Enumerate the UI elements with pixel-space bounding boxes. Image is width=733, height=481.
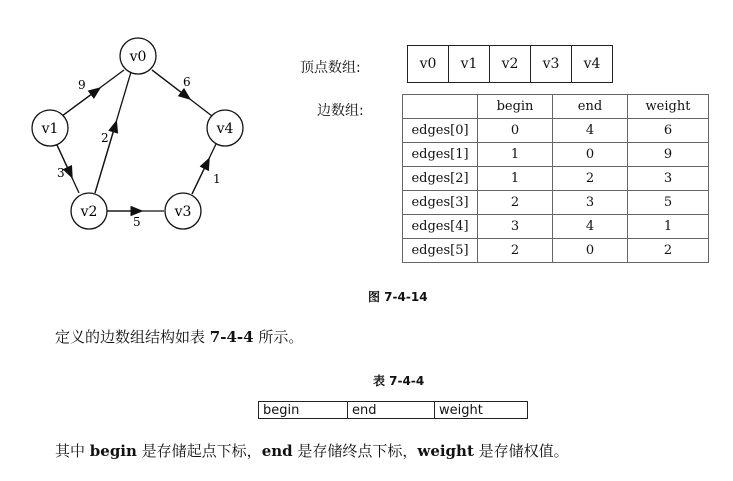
table-row [403, 167, 709, 191]
table-cell: 0 [478, 119, 553, 143]
vertex-v0 [120, 38, 156, 74]
table-row [403, 143, 709, 167]
table-cell: 4 [553, 119, 628, 143]
table-cell: 3 [478, 215, 553, 239]
edge-weight-v1-v0: 9 [78, 78, 86, 92]
edge-weight-v2-v3: 5 [133, 215, 141, 229]
vertex-cell: v0 [408, 46, 449, 83]
vertex-cell: v1 [449, 46, 490, 83]
table-cell: 1 [628, 215, 709, 239]
edge-weight-v2-v0: 2 [101, 131, 109, 145]
table-cell: edges[1] [403, 143, 478, 167]
paragraph-description: 其中 begin 是存储起点下标，end 是存储终点下标，weight 是存储权值。 [55, 442, 569, 460]
struct-field: weight [435, 402, 528, 419]
paragraph-intro: 定义的边数组结构如表 7-4-4 所示。 [55, 328, 304, 346]
edge-v3-v4 [192, 144, 221, 194]
edge-weight-v3-v4: 1 [213, 172, 221, 186]
struct-table [258, 401, 528, 419]
table-cell: 0 [553, 143, 628, 167]
edge-array-label: 边数组: [317, 103, 364, 119]
svg-text:v4: v4 [216, 121, 234, 137]
vertex-v1 [32, 110, 68, 146]
table-cell: edges[3] [403, 191, 478, 215]
table-cell: 1 [478, 167, 553, 191]
vertex-array-table [407, 45, 613, 83]
table-row [259, 402, 528, 419]
table-row [403, 215, 709, 239]
edge-v2-v0 [95, 72, 131, 193]
figure-caption: 图 7-4-14 [368, 290, 428, 304]
table-cell: 2 [478, 239, 553, 263]
table-cell: 6 [628, 119, 709, 143]
table-row [403, 191, 709, 215]
svg-text:v1: v1 [41, 121, 59, 137]
table-cell: 2 [478, 191, 553, 215]
table-ref: 7-4-4 [209, 328, 254, 346]
edge-weight-v1-v2: 3 [57, 166, 65, 180]
vertex-array-label: 顶点数组: [300, 60, 361, 76]
vertex-cell: v3 [531, 46, 572, 83]
struct-field: begin [259, 402, 348, 419]
table-cell: 4 [553, 215, 628, 239]
table-cell: 9 [628, 143, 709, 167]
table-cell: 3 [553, 191, 628, 215]
edge-v2-v3 [106, 211, 164, 229]
vertex-v4 [207, 110, 243, 146]
edge-array-table [402, 94, 709, 263]
table-cell: 5 [628, 191, 709, 215]
table-cell: edges[0] [403, 119, 478, 143]
table-cell: 0 [553, 239, 628, 263]
table-cell: 2 [553, 167, 628, 191]
table-caption: 表 7-4-4 [373, 374, 425, 388]
graph-diagram [0, 0, 300, 260]
header-cell [403, 95, 478, 119]
vertex-cell: v2 [490, 46, 531, 83]
table-row [403, 119, 709, 143]
svg-text:v3: v3 [174, 204, 192, 220]
table-cell: edges[5] [403, 239, 478, 263]
edge-v1-v0 [62, 70, 124, 116]
edge-v1-v2 [57, 145, 79, 193]
svg-text:v0: v0 [129, 49, 147, 65]
table-cell: 1 [478, 143, 553, 167]
table-cell: edges[2] [403, 167, 478, 191]
table-cell: edges[4] [403, 215, 478, 239]
table-header-row [403, 95, 709, 119]
edge-weight-v0-v4: 6 [183, 75, 191, 89]
table-cell: 2 [628, 239, 709, 263]
table-cell: 3 [628, 167, 709, 191]
vertex-v3 [165, 193, 201, 229]
struct-field: end [348, 402, 435, 419]
edge-v0-v4 [152, 70, 212, 116]
header-cell: weight [628, 95, 709, 119]
table-row [403, 239, 709, 263]
vertex-cell: v4 [572, 46, 613, 83]
vertex-v2 [71, 193, 107, 229]
header-cell: end [553, 95, 628, 119]
header-cell: begin [478, 95, 553, 119]
svg-text:v2: v2 [80, 204, 98, 220]
